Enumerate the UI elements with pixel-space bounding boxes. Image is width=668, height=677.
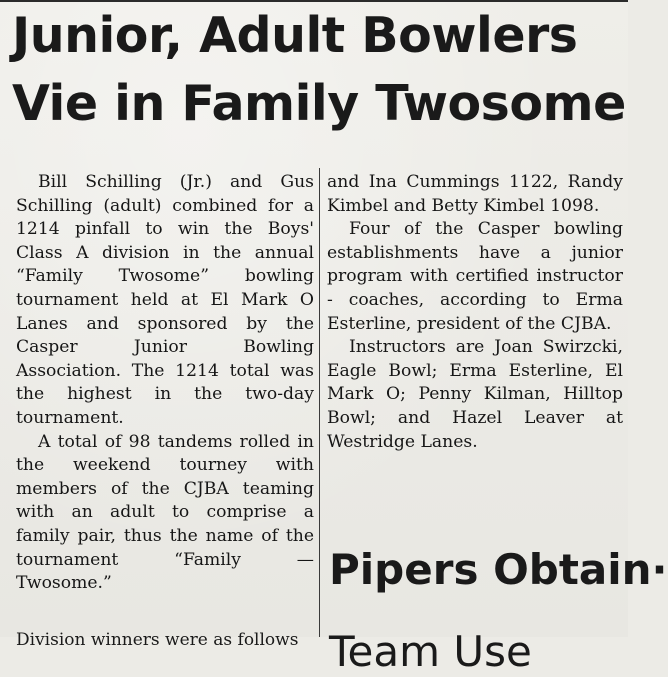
column-divider	[319, 168, 320, 637]
article-paragraph: A total of 98 tandems rolled in the weekend tourney with members of the CJBA teaming with an adult to comprise a family pair, thus the name of the tournament “Family — Twosome.”	[16, 431, 314, 594]
article-paragraph-continued: and Ina Cummings 1122, Randy Kimbel and Betty Kimbel 1098.	[327, 172, 623, 216]
headline-line-2: Vie in Family Twosome	[12, 75, 626, 132]
article-paragraph: Four of the Casper bowling establishments have a junior program with certified instructor - coaches, according to Erma Esterline, president of the CJBA.	[327, 219, 623, 334]
article-paragraph: Bill Schilling (Jr.) and Gus Schilling (adult) combined for a 1214 pinfall to win the Boys' Class A division in the annual “Family Twosome” bowling tournament held at El Mark O Lanes and sponsored by the Casper Junior Bowling Association. The 1214 total was the highest in the two-day tournament.	[16, 172, 314, 428]
cut-off-headline-right: Team Use	[329, 627, 532, 676]
cut-off-text-left: Division winners were as follows	[16, 630, 299, 650]
next-article-headline: Pipers Obtain·	[329, 545, 668, 594]
article-column-left	[16, 171, 314, 596]
headline-line-1: Junior, Adult Bowlers	[12, 7, 578, 64]
article-column-right	[327, 171, 623, 454]
headline	[12, 2, 626, 138]
article-paragraph: Instructors are Joan Swirzcki, Eagle Bowl; Erma Esterline, El Mark O; Penny Kilman, Hilltop Bowl; and Hazel Leaver at Westridge Lanes.	[327, 337, 623, 452]
